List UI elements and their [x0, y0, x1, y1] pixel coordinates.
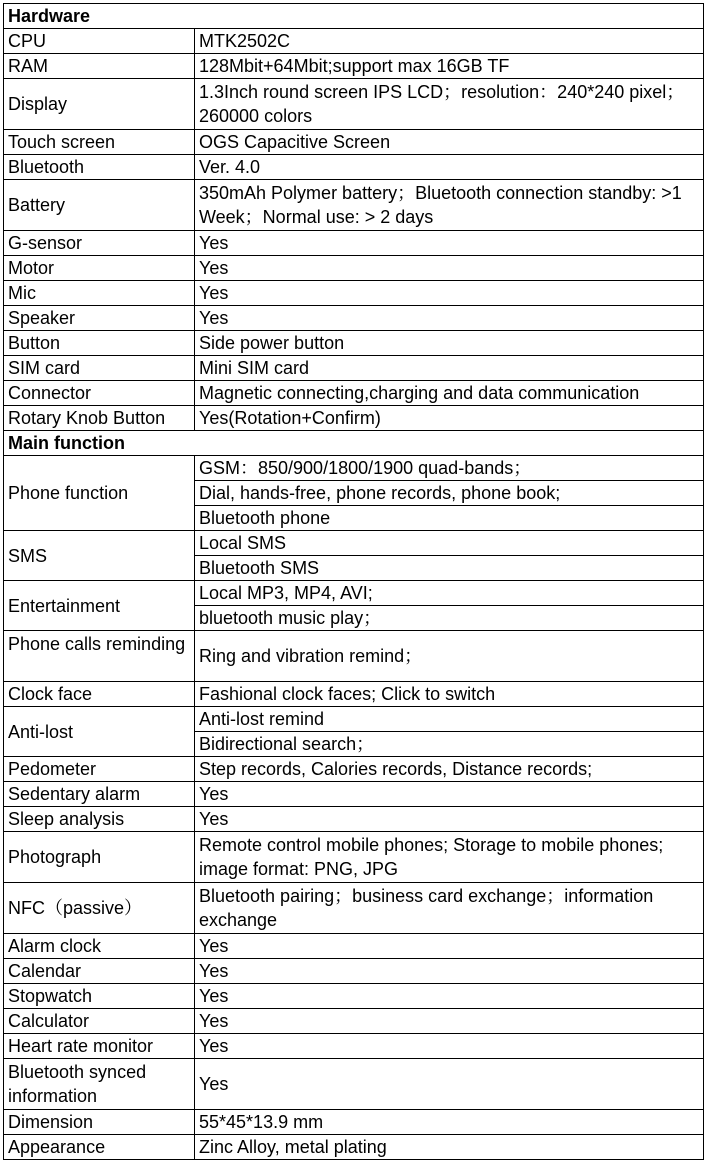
spec-row-connector — [4, 381, 704, 406]
spec-value: Yes — [195, 807, 704, 832]
spec-value: Yes — [195, 984, 704, 1009]
spec-value: 55*45*13.9 mm — [195, 1110, 704, 1135]
spec-value-text: Bluetooth pairing；business card exchange；information exchange — [199, 886, 654, 930]
spec-value: Yes — [195, 782, 704, 807]
spec-value: Local SMS — [195, 531, 704, 556]
spec-row-bluetooth — [4, 155, 704, 180]
spec-row-button — [4, 331, 704, 356]
spec-value: Yes — [195, 231, 704, 256]
spec-value: Fashional clock faces; Click to switch — [195, 682, 704, 707]
spec-value: Step records, Calories records, Distance records; — [195, 757, 704, 782]
spec-row-sms — [4, 531, 704, 556]
spec-label: Heart rate monitor — [4, 1034, 195, 1059]
spec-row-calculator — [4, 1009, 704, 1034]
spec-value: Yes — [195, 1059, 704, 1110]
spec-label — [4, 1059, 195, 1110]
spec-label: Phone function — [4, 456, 195, 531]
spec-value-text: 350mAh Polymer battery；Bluetooth connection standby: >1 Week；Normal use: > 2 days — [199, 183, 682, 227]
spec-value-text: 1.3Inch round screen IPS LCD；resolution：240*240 pixel；260000 colors — [199, 82, 685, 126]
spec-value: Yes — [195, 1009, 704, 1034]
spec-label: Sleep analysis — [4, 807, 195, 832]
spec-row-alarm-clock — [4, 934, 704, 959]
spec-value — [195, 180, 704, 231]
section-header-hardware — [4, 4, 704, 29]
section-title-main-function: Main function — [4, 431, 704, 456]
spec-table — [3, 3, 704, 1160]
spec-row-pedometer — [4, 757, 704, 782]
spec-label: Entertainment — [4, 581, 195, 631]
spec-row-bluetooth-synced-information — [4, 1059, 704, 1110]
spec-label: Calendar — [4, 959, 195, 984]
spec-label-text: Phone calls reminding — [8, 634, 186, 654]
spec-row-cpu — [4, 29, 704, 54]
spec-label: Photograph — [4, 832, 195, 883]
spec-value: 128Mbit+64Mbit;support max 16GB TF — [195, 54, 704, 79]
spec-value: Yes — [195, 281, 704, 306]
spec-value: OGS Capacitive Screen — [195, 130, 704, 155]
spec-label: Anti-lost — [4, 707, 195, 757]
spec-row-calendar — [4, 959, 704, 984]
spec-label: Touch screen — [4, 130, 195, 155]
spec-row-appearance — [4, 1135, 704, 1160]
spec-value: Bluetooth phone — [195, 506, 704, 531]
spec-row-phone-function — [4, 456, 704, 481]
spec-row-mic — [4, 281, 704, 306]
spec-label: Sedentary alarm — [4, 782, 195, 807]
spec-value: MTK2502C — [195, 29, 704, 54]
spec-value — [195, 832, 704, 883]
spec-label: Calculator — [4, 1009, 195, 1034]
spec-value: Yes — [195, 934, 704, 959]
spec-row-phone-calls-reminding — [4, 631, 704, 682]
spec-label: Alarm clock — [4, 934, 195, 959]
spec-value: Bluetooth SMS — [195, 556, 704, 581]
spec-label: Mic — [4, 281, 195, 306]
spec-value: Local MP3, MP4, AVI; — [195, 581, 704, 606]
spec-row-g-sensor — [4, 231, 704, 256]
spec-row-sedentary-alarm — [4, 782, 704, 807]
spec-label: Motor — [4, 256, 195, 281]
spec-value: GSM：850/900/1800/1900 quad-bands； — [195, 456, 704, 481]
spec-label: Battery — [4, 180, 195, 231]
section-header-main-function — [4, 431, 704, 456]
spec-value: Yes — [195, 959, 704, 984]
spec-value: Yes(Rotation+Confirm) — [195, 406, 704, 431]
spec-value: Yes — [195, 306, 704, 331]
spec-value — [195, 79, 704, 130]
spec-row-nfc — [4, 883, 704, 934]
spec-value: Yes — [195, 256, 704, 281]
spec-label-text: Bluetooth synced information — [8, 1062, 147, 1106]
spec-row-sim-card — [4, 356, 704, 381]
spec-row-speaker — [4, 306, 704, 331]
spec-row-anti-lost — [4, 707, 704, 732]
spec-label: Clock face — [4, 682, 195, 707]
spec-row-clock-face — [4, 682, 704, 707]
spec-value: bluetooth music play； — [195, 606, 704, 631]
spec-row-ram — [4, 54, 704, 79]
spec-row-motor — [4, 256, 704, 281]
spec-row-touch-screen — [4, 130, 704, 155]
spec-label: RAM — [4, 54, 195, 79]
spec-value: Ring and vibration remind； — [195, 631, 704, 682]
spec-value: Mini SIM card — [195, 356, 704, 381]
spec-label: Speaker — [4, 306, 195, 331]
section-title-hardware: Hardware — [4, 4, 704, 29]
spec-label: Rotary Knob Button — [4, 406, 195, 431]
spec-label — [4, 631, 195, 682]
spec-label: SMS — [4, 531, 195, 581]
spec-row-heart-rate-monitor — [4, 1034, 704, 1059]
spec-row-rotary-knob-button — [4, 406, 704, 431]
spec-label: Stopwatch — [4, 984, 195, 1009]
spec-label: Bluetooth — [4, 155, 195, 180]
spec-label: CPU — [4, 29, 195, 54]
spec-label: Appearance — [4, 1135, 195, 1160]
spec-row-photograph — [4, 832, 704, 883]
spec-label: Button — [4, 331, 195, 356]
spec-value: Anti-lost remind — [195, 707, 704, 732]
spec-value: Bidirectional search； — [195, 732, 704, 757]
spec-value: Dial, hands-free, phone records, phone book; — [195, 481, 704, 506]
spec-label: Display — [4, 79, 195, 130]
spec-table-body — [4, 4, 704, 1160]
spec-row-stopwatch — [4, 984, 704, 1009]
spec-row-dimension — [4, 1110, 704, 1135]
spec-label: SIM card — [4, 356, 195, 381]
spec-value — [195, 883, 704, 934]
spec-row-sleep-analysis — [4, 807, 704, 832]
spec-label: Connector — [4, 381, 195, 406]
spec-label: Pedometer — [4, 757, 195, 782]
spec-label: Dimension — [4, 1110, 195, 1135]
spec-value: Zinc Alloy, metal plating — [195, 1135, 704, 1160]
spec-value-text: Remote control mobile phones; Storage to mobile phones; image format: PNG, JPG — [199, 835, 664, 879]
spec-row-display — [4, 79, 704, 130]
spec-label: G-sensor — [4, 231, 195, 256]
spec-label: NFC（passive） — [4, 883, 195, 934]
spec-row-entertainment — [4, 581, 704, 606]
spec-value: Side power button — [195, 331, 704, 356]
spec-value: Yes — [195, 1034, 704, 1059]
spec-row-battery — [4, 180, 704, 231]
spec-value: Ver. 4.0 — [195, 155, 704, 180]
spec-value: Magnetic connecting,charging and data communication — [195, 381, 704, 406]
